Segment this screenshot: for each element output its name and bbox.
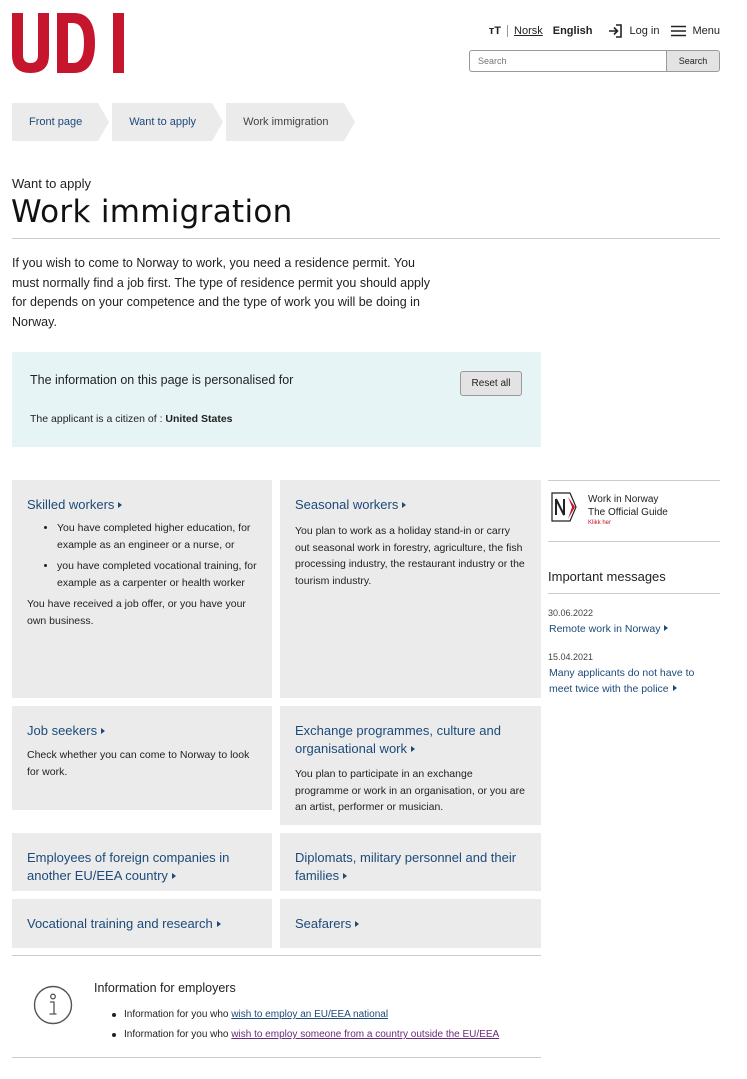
personalisation-title: The information on this page is personalised for bbox=[30, 373, 294, 387]
work-in-norway-logo[interactable] bbox=[550, 491, 578, 523]
employers-divider bbox=[12, 955, 541, 956]
page-intro: If you wish to come to Norway to work, you need a residence permit. You must normally find a job first. The type of residence permit you should apply for depends on your competence and the type of work you will be doing in Norway. bbox=[12, 256, 431, 329]
caret-right-icon bbox=[664, 625, 668, 631]
employ-outside-eu-eea-link[interactable]: wish to employ someone from a country outside the EU/EEA bbox=[231, 1029, 500, 1040]
list-item: • you have completed vocational training, for example as a carpenter or health worker bbox=[57, 558, 258, 591]
caret-right-icon bbox=[355, 921, 359, 927]
bullet-list bbox=[57, 520, 258, 591]
language-norsk-link[interactable]: Norsk bbox=[514, 25, 543, 37]
card-title[interactable]: Exchange programmes, culture and organisational work bbox=[295, 723, 501, 756]
card-title[interactable]: Employees of foreign companies in another EU/EEA country bbox=[27, 850, 230, 883]
top-utility-bar bbox=[489, 24, 720, 38]
search-input[interactable] bbox=[469, 50, 666, 72]
caret-right-icon bbox=[673, 685, 677, 691]
breadcrumb-current: Work immigration bbox=[226, 103, 344, 141]
personalisation-box bbox=[12, 352, 541, 447]
login-link[interactable] bbox=[608, 24, 659, 38]
list-item: Information for you who wish to employ someone from a country outside the EU/EEA bbox=[110, 1025, 499, 1045]
message-date: 15.04.2021 bbox=[548, 652, 594, 662]
page-title: Work immigration bbox=[11, 194, 293, 230]
menu-label: Menu bbox=[692, 25, 720, 37]
employers-divider bbox=[12, 1057, 541, 1058]
search-button[interactable]: Search bbox=[666, 50, 720, 72]
employ-eu-eea-link[interactable]: wish to employ an EU/EEA national bbox=[231, 1009, 389, 1020]
card-skilled-workers[interactable] bbox=[12, 480, 272, 698]
caret-right-icon bbox=[172, 873, 176, 879]
list-item: Information for you who wish to employ an EU/EEA national bbox=[110, 1005, 499, 1025]
card-exchange-programmes[interactable] bbox=[280, 706, 541, 825]
card-title[interactable]: Skilled workers bbox=[27, 496, 258, 514]
work-in-norway-line1[interactable]: Work in Norway bbox=[588, 494, 659, 505]
card-title[interactable]: Seafarers bbox=[295, 915, 527, 933]
sidebar-divider bbox=[548, 480, 720, 481]
citizen-line bbox=[30, 413, 233, 425]
caret-right-icon bbox=[101, 728, 105, 734]
caret-right-icon bbox=[402, 502, 406, 508]
breadcrumb-want-to-apply[interactable]: Want to apply bbox=[112, 103, 212, 141]
card-diplomats[interactable] bbox=[280, 833, 541, 891]
card-text: You plan to participate in an exchange programme or work in an organisation, or you are an artist, performer or musician. bbox=[295, 768, 525, 813]
card-seasonal-workers[interactable] bbox=[280, 480, 541, 698]
title-divider bbox=[12, 238, 720, 239]
employers-title: Information for employers bbox=[94, 981, 236, 995]
citizen-label: The applicant is a citizen of : bbox=[30, 413, 163, 425]
employers-list bbox=[110, 1005, 499, 1045]
reset-all-button[interactable]: Reset all bbox=[460, 371, 522, 396]
caret-right-icon bbox=[118, 502, 122, 508]
important-messages-title: Important messages bbox=[548, 569, 666, 584]
caret-right-icon bbox=[343, 873, 347, 879]
breadcrumb-front-page[interactable]: Front page bbox=[12, 103, 98, 141]
hamburger-icon bbox=[671, 25, 686, 37]
login-icon bbox=[608, 24, 623, 38]
card-title[interactable]: Job seekers bbox=[27, 722, 258, 740]
sidebar-divider bbox=[548, 541, 720, 542]
info-icon bbox=[33, 985, 73, 1025]
citizen-value: United States bbox=[165, 413, 233, 425]
caret-right-icon bbox=[411, 746, 415, 752]
card-employees-foreign-companies[interactable] bbox=[12, 833, 272, 891]
language-english-link[interactable]: English bbox=[552, 25, 593, 37]
card-text: You plan to work as a holiday stand-in or carry out seasonal work in forestry, agriculture, the fish processing industry, the restaurant industry or the tourism industry. bbox=[295, 525, 525, 587]
menu-button[interactable] bbox=[671, 25, 720, 37]
message-link[interactable]: Remote work in Norway bbox=[549, 621, 719, 637]
card-title[interactable]: Seasonal workers bbox=[295, 496, 527, 514]
card-job-seekers[interactable] bbox=[12, 706, 272, 810]
card-text: You have received a job offer, or you have your own business. bbox=[27, 598, 246, 627]
card-vocational-training[interactable] bbox=[12, 899, 272, 948]
work-in-norway-line2[interactable]: The Official Guide bbox=[588, 507, 668, 518]
search-bar bbox=[469, 50, 720, 72]
card-text: Check whether you can come to Norway to look for work. bbox=[27, 749, 250, 778]
work-in-norway-click-here[interactable]: Klikk her bbox=[588, 520, 612, 526]
card-title[interactable]: Vocational training and research bbox=[27, 915, 258, 933]
list-item: • You have completed higher education, for example as an engineer or a nurse, or bbox=[57, 520, 258, 553]
card-seafarers[interactable] bbox=[280, 899, 541, 948]
message-date: 30.06.2022 bbox=[548, 608, 594, 618]
page-kicker: Want to apply bbox=[12, 176, 92, 191]
login-label: Log in bbox=[629, 25, 660, 37]
breadcrumb bbox=[12, 103, 358, 141]
card-title[interactable]: Diplomats, military personnel and their families bbox=[295, 850, 517, 883]
text-size-button[interactable]: ᴛT bbox=[489, 25, 508, 37]
caret-right-icon bbox=[217, 921, 221, 927]
sidebar-divider bbox=[548, 593, 720, 594]
udi-logo[interactable] bbox=[12, 13, 124, 73]
message-link[interactable]: Many applicants do not have to meet twice with the police bbox=[549, 667, 695, 695]
